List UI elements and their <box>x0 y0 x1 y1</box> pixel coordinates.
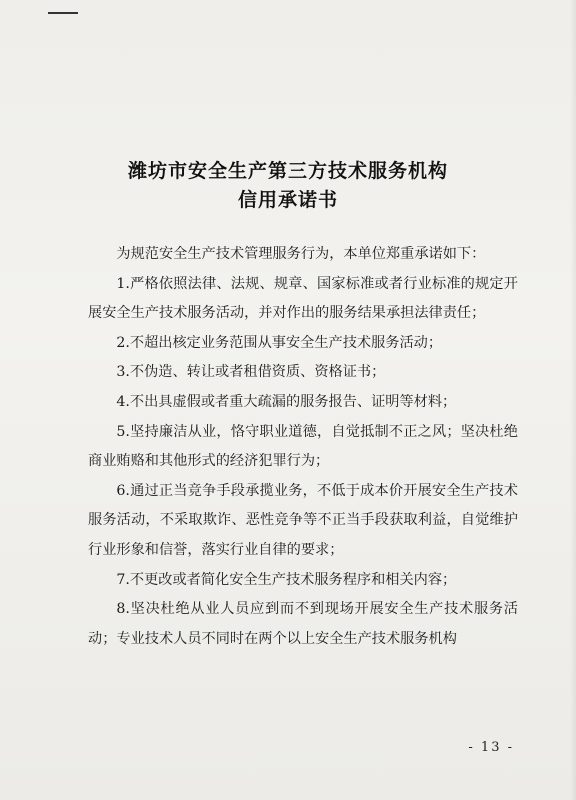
scan-edge-shadow <box>570 0 576 800</box>
paragraph-item-7: 7.不更改或者简化安全生产技术服务程序和相关内容； <box>116 571 457 588</box>
paragraph-item-1: 1.严格依照法律、法规、规章、国家标准或者行业标准的规定开展安全生产技术服务活动，并对作出的服务结果承担法律责任； <box>88 275 518 322</box>
page-number: - 13 - <box>468 740 514 755</box>
paragraph-item-3: 3.不伪造、转让或者租借资质、资格证书； <box>116 364 386 381</box>
paragraph-item-2: 2.不超出核定业务范围从事安全生产技术服务活动； <box>116 334 443 351</box>
paragraph-intro: 为规范安全生产技术管理服务行为，本单位郑重承诺如下： <box>116 246 486 262</box>
document-title-line2: 信用承诺书 <box>237 189 338 211</box>
paragraph-item-8: 8.坚决杜绝从业人员应到而不到现场开展安全生产技术服务活动；专业技术人员不同时在两个以上安全生产技术服务机构 <box>88 601 518 647</box>
paragraph-item-5: 5.坚持廉洁从业，恪守职业道德，自觉抵制不正之风；坚决杜绝商业贿赂和其他形式的经济犯罪行为； <box>88 423 518 470</box>
document-title-line1: 潍坊市安全生产第三方技术服务机构 <box>127 160 448 182</box>
header-rule <box>48 12 78 14</box>
paragraph-item-6: 6.通过正当竞争手段承揽业务，不低于成本价开展安全生产技术服务活动，不采取欺诈、恶性竞争等不正当手段获取利益，自觉维护行业形象和信誉，落实行业自律的要求； <box>88 482 518 558</box>
paragraph-item-4: 4.不出具虚假或者重大疏漏的服务报告、证明等材料； <box>116 393 457 410</box>
document-body <box>88 240 518 654</box>
